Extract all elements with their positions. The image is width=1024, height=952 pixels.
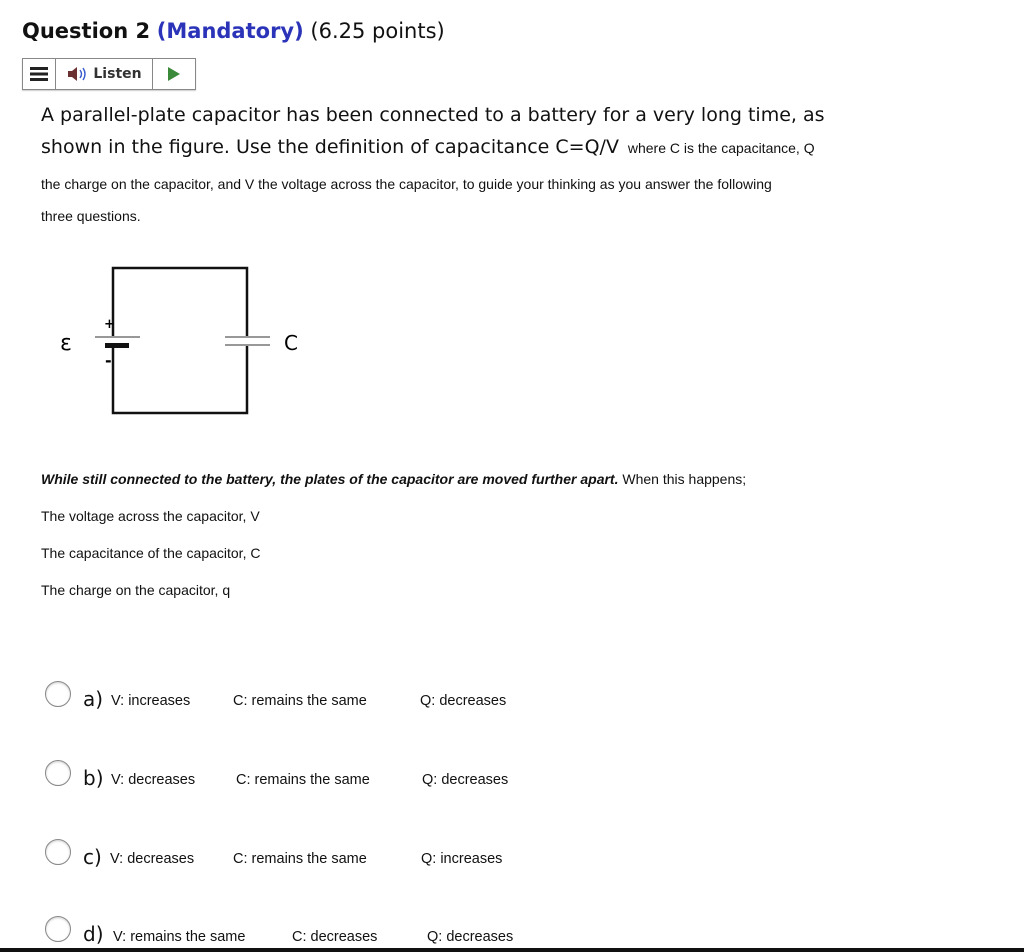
item-capacitance: The capacitance of the capacitor, C bbox=[41, 545, 261, 561]
points-label: (6.25 points) bbox=[310, 19, 445, 43]
option-c: C: remains the same bbox=[236, 772, 370, 788]
option-a-radio[interactable] bbox=[45, 681, 71, 707]
option-letter: a) bbox=[83, 687, 104, 711]
option-b-radio[interactable] bbox=[45, 760, 71, 786]
minus-sign: - bbox=[105, 351, 112, 370]
intro-line-2-small: where C is the capacitance, Q bbox=[627, 140, 815, 156]
option-v: V: increases bbox=[111, 693, 191, 709]
circuit-figure bbox=[50, 260, 320, 425]
play-icon bbox=[168, 67, 180, 81]
option-q: Q: decreases bbox=[422, 772, 509, 788]
menu-button[interactable] bbox=[23, 59, 56, 89]
bottom-edge-bar bbox=[0, 948, 1024, 952]
item-voltage: The voltage across the capacitor, V bbox=[41, 508, 260, 524]
option-c: C: decreases bbox=[292, 929, 378, 945]
intro-line-2-big: shown in the figure. Use the definition of capacitance C=Q/V bbox=[41, 136, 619, 158]
listen-label: Listen bbox=[93, 66, 142, 82]
item-charge: The charge on the capacitor, q bbox=[41, 582, 231, 598]
option-letter: b) bbox=[83, 766, 104, 790]
intro-line-3: the charge on the capacitor, and V the voltage across the capacitor, to guide your thinking as you answer the following bbox=[41, 176, 772, 192]
option-c-radio[interactable] bbox=[45, 839, 71, 865]
play-button[interactable] bbox=[153, 59, 195, 89]
speaker-icon bbox=[66, 66, 88, 82]
intro-line-1: A parallel-plate capacitor has been connected to a battery for a very long time, as bbox=[41, 104, 825, 126]
scenario-bold: While still connected to the battery, the plates of the capacitor are moved further apart. bbox=[41, 471, 619, 487]
option-d-radio[interactable] bbox=[45, 916, 71, 942]
option-v: V: remains the same bbox=[113, 929, 246, 945]
option-q: Q: decreases bbox=[427, 929, 514, 945]
mandatory-label: (Mandatory) bbox=[156, 19, 304, 43]
option-c: C: remains the same bbox=[233, 693, 367, 709]
option-c: C: remains the same bbox=[233, 851, 367, 867]
plus-sign: + bbox=[104, 317, 115, 332]
question-number: Question 2 bbox=[22, 19, 151, 43]
option-letter: d) bbox=[83, 922, 104, 946]
intro-line-4: three questions. bbox=[41, 208, 141, 224]
capacitor-label: C bbox=[284, 331, 298, 355]
option-q: Q: increases bbox=[421, 851, 503, 867]
option-v: V: decreases bbox=[111, 772, 196, 788]
emf-label: ε bbox=[60, 331, 72, 356]
option-q: Q: decreases bbox=[420, 693, 507, 709]
readspeaker-toolbar bbox=[22, 58, 196, 90]
scenario-text bbox=[41, 471, 746, 487]
scenario-rest: When this happens; bbox=[618, 471, 747, 487]
intro-line-2 bbox=[41, 136, 815, 158]
listen-button[interactable] bbox=[56, 59, 153, 89]
option-v: V: decreases bbox=[110, 851, 195, 867]
menu-icon bbox=[30, 67, 48, 81]
question-title bbox=[22, 19, 445, 43]
option-letter: c) bbox=[83, 845, 102, 869]
